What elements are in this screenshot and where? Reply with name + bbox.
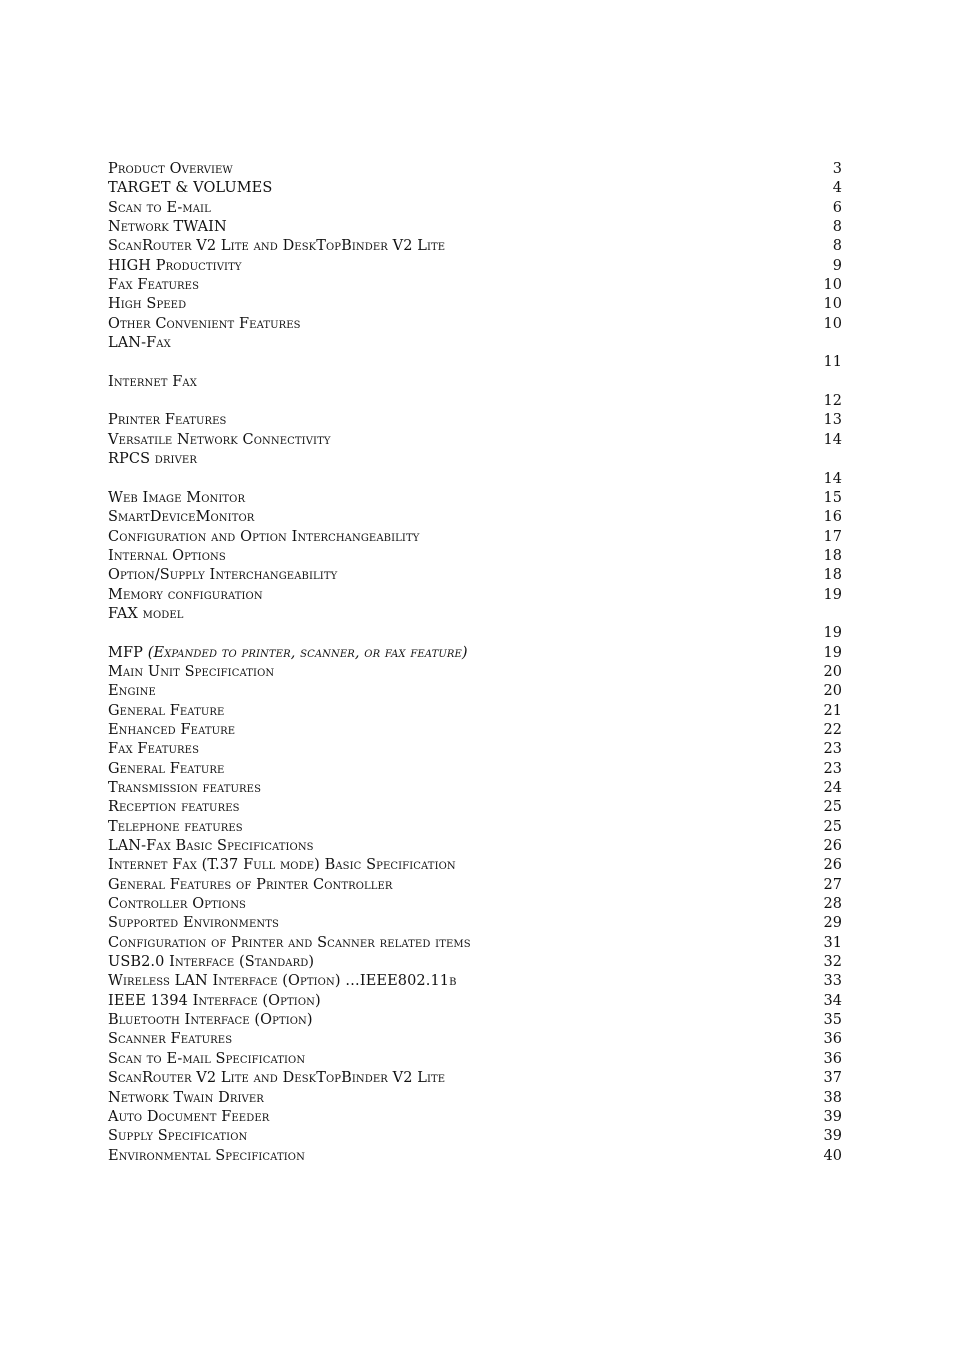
toc-entry-page-number: 39 — [823, 1128, 842, 1145]
toc-entry-title: MFP (Expanded to printer, scanner, or fax feature) — [108, 644, 468, 661]
toc-entry-title: Telephone features — [108, 818, 243, 835]
toc-entry-page-number: 22 — [823, 721, 842, 738]
toc-entry-page-number: 19 — [823, 644, 842, 661]
toc-entry[interactable] — [108, 547, 842, 566]
toc-entry[interactable] — [108, 702, 842, 721]
toc-entry-page-line — [108, 392, 842, 411]
toc-entry[interactable] — [108, 721, 842, 740]
toc-entry[interactable] — [108, 837, 842, 856]
toc-entry-page-number: 35 — [823, 1012, 842, 1029]
toc-entry[interactable] — [108, 779, 842, 798]
toc-entry[interactable] — [108, 218, 842, 237]
toc-entry-title: Option/Supply Interchangeability — [108, 567, 338, 584]
toc-entry-page-number: 13 — [823, 412, 842, 429]
toc-entry[interactable] — [108, 257, 842, 276]
toc-entry-title: Enhanced Feature — [108, 721, 236, 738]
toc-entry[interactable] — [108, 334, 842, 353]
toc-entry-page-number: 11 — [823, 354, 842, 371]
toc-entry[interactable] — [108, 876, 842, 895]
toc-entry-title: HIGH Productivity — [108, 257, 242, 274]
toc-entry[interactable] — [108, 528, 842, 547]
toc-entry[interactable] — [108, 1147, 842, 1166]
toc-entry-page-number: 20 — [823, 683, 842, 700]
toc-entry-page-number: 29 — [823, 915, 842, 932]
toc-entry-page-line — [108, 624, 842, 643]
toc-entry-title: Product Overview — [108, 161, 233, 177]
toc-entry-page-number: 18 — [823, 567, 842, 584]
toc-entry-page-number: 31 — [823, 934, 842, 951]
toc-entry[interactable] — [108, 1011, 842, 1030]
toc-entry[interactable] — [108, 856, 842, 875]
toc-entry-title: Wireless LAN Interface (Option) …IEEE802.11b — [108, 973, 457, 990]
toc-entry-title: Reception features — [108, 799, 240, 816]
toc-entry[interactable] — [108, 895, 842, 914]
toc-entry-page-number: 37 — [823, 1070, 842, 1087]
toc-entry[interactable] — [108, 295, 842, 314]
toc-entry-page-number: 10 — [823, 296, 842, 313]
toc-entry[interactable] — [108, 1089, 842, 1108]
toc-entry-page-number: 6 — [832, 199, 842, 216]
toc-entry-title: Supported Environments — [108, 915, 279, 932]
toc-entry-title: General Feature — [108, 760, 225, 777]
toc-entry-page-number: 36 — [823, 1050, 842, 1067]
toc-entry[interactable] — [108, 605, 842, 624]
toc-entry-page-number: 14 — [823, 431, 842, 448]
toc-entry-page-number: 20 — [823, 663, 842, 680]
toc-entry-title: Auto Document Feeder — [108, 1108, 270, 1125]
toc-entry[interactable] — [108, 740, 842, 759]
toc-entry-page-number: 3 — [832, 161, 842, 177]
toc-entry[interactable] — [108, 1108, 842, 1127]
toc-entry-title: Scan to E-mail — [108, 199, 211, 216]
toc-entry[interactable] — [108, 798, 842, 817]
toc-entry-page-number: 14 — [823, 470, 842, 487]
toc-entry[interactable] — [108, 953, 842, 972]
toc-entry-title: Main Unit Specification — [108, 663, 275, 680]
toc-entry-title: Web Image Monitor — [108, 489, 246, 506]
toc-entry-page-number: 16 — [823, 509, 842, 526]
toc-entry-title: ScanRouter V2 Lite and DeskTopBinder V2 Lite — [108, 1070, 446, 1087]
toc-entry-page-number: 24 — [823, 780, 842, 796]
toc-entry-title: Supply Specification — [108, 1128, 248, 1145]
toc-entry-page-number: 18 — [823, 547, 842, 564]
toc-entry-title: Configuration and Option Interchangeability — [108, 528, 420, 545]
toc-entry-title: Controller Options — [108, 896, 246, 913]
toc-entry-page-number: 39 — [823, 1108, 842, 1125]
toc-entry-page-number: 38 — [823, 1089, 842, 1106]
toc-entry[interactable] — [108, 760, 842, 779]
toc-entry-page-number: 25 — [823, 799, 842, 816]
toc-entry-title: Internal Options — [108, 547, 226, 564]
toc-entry-page-number: 32 — [823, 954, 842, 971]
toc-entry-page-number: 12 — [823, 393, 842, 410]
toc-entry-title: High Speed — [108, 296, 187, 313]
toc-entry[interactable] — [108, 160, 842, 179]
toc-entry[interactable] — [108, 1030, 842, 1049]
toc-entry[interactable] — [108, 682, 842, 701]
toc-entry[interactable] — [108, 663, 842, 682]
toc-entry-title: Scan to E-mail Specification — [108, 1050, 306, 1067]
toc-entry[interactable] — [108, 586, 842, 605]
toc-entry-page-number: 8 — [832, 219, 842, 236]
toc-entry-page-number: 23 — [823, 760, 842, 777]
toc-entry[interactable] — [108, 276, 842, 295]
toc-entry[interactable] — [108, 1050, 842, 1069]
toc-entry-title: Bluetooth Interface (Option) — [108, 1012, 313, 1029]
toc-entry-page-number: 17 — [823, 528, 842, 545]
toc-entry-page-number: 36 — [823, 1031, 842, 1048]
toc-entry-page-number: 4 — [832, 180, 842, 197]
toc-entry-title: Fax Features — [108, 277, 200, 294]
toc-entry-title: LAN-Fax — [108, 335, 171, 352]
toc-entry-title: TARGET & VOLUMES — [108, 180, 273, 197]
toc-entry-title: ScanRouter V2 Lite and DeskTopBinder V2 Lite — [108, 238, 446, 255]
toc-entry-title: Memory configuration — [108, 586, 263, 603]
toc-entry-page-number: 34 — [823, 992, 842, 1009]
toc-entry-page-number: 15 — [823, 489, 842, 506]
toc-entry[interactable] — [108, 992, 842, 1011]
toc-entry[interactable] — [108, 450, 842, 469]
toc-entry-page-number: 21 — [823, 702, 842, 719]
toc-entry-title: FAX model — [108, 605, 184, 622]
toc-entry-page-number: 27 — [823, 876, 842, 893]
toc-entry-page-number: 23 — [823, 741, 842, 758]
toc-entry-title: Fax Features — [108, 741, 200, 758]
table-of-contents — [108, 160, 842, 1166]
toc-entry-title: IEEE 1394 Interface (Option) — [108, 992, 321, 1009]
toc-entry-page-number: 33 — [823, 973, 842, 990]
toc-entry-title: Environmental Specification — [108, 1147, 305, 1164]
toc-entry[interactable] — [108, 179, 842, 198]
toc-entry-title: Versatile Network Connectivity — [108, 431, 331, 448]
toc-entry-title: LAN-Fax Basic Specifications — [108, 838, 314, 855]
toc-entry-title: RPCS driver — [108, 451, 197, 468]
toc-entry[interactable] — [108, 489, 842, 508]
toc-entry-page-number: 26 — [823, 857, 842, 874]
toc-entry[interactable] — [108, 315, 842, 334]
toc-entry-page-line — [108, 470, 842, 489]
toc-entry-page-number: 25 — [823, 818, 842, 835]
toc-entry[interactable] — [108, 972, 842, 991]
toc-entry-title: Other Convenient Features — [108, 315, 301, 332]
toc-entry[interactable] — [108, 237, 842, 256]
toc-entry-title: Network TWAIN — [108, 219, 227, 236]
toc-entry[interactable] — [108, 431, 842, 450]
toc-entry-title: General Feature — [108, 702, 225, 719]
toc-entry-title: Internet Fax (T.37 Full mode) Basic Specification — [108, 857, 456, 874]
toc-entry[interactable] — [108, 199, 842, 218]
toc-entry-title: Configuration of Printer and Scanner related items — [108, 934, 471, 951]
toc-entry[interactable] — [108, 508, 842, 527]
toc-entry-page-number: 28 — [823, 896, 842, 913]
toc-entry[interactable] — [108, 1069, 842, 1088]
toc-entry[interactable] — [108, 411, 842, 430]
toc-entry[interactable] — [108, 566, 842, 585]
toc-entry-page-number: 19 — [823, 625, 842, 642]
toc-entry-title: Scanner Features — [108, 1031, 233, 1048]
toc-entry[interactable] — [108, 914, 842, 933]
toc-entry-title: SmartDeviceMonitor — [108, 509, 255, 526]
toc-entry-page-number: 19 — [823, 586, 842, 603]
toc-entry[interactable] — [108, 1127, 842, 1146]
toc-entry-title: Printer Features — [108, 412, 227, 429]
toc-entry-page-number: 26 — [823, 838, 842, 855]
toc-entry-page-number: 9 — [832, 257, 842, 274]
toc-entry-title: USB2.0 Interface (Standard) — [108, 954, 315, 971]
toc-entry[interactable] — [108, 373, 842, 392]
toc-entry-page-number: 40 — [823, 1147, 842, 1164]
toc-entry-title: Transmission features — [108, 780, 262, 796]
toc-entry-title: General Features of Printer Controller — [108, 876, 393, 893]
toc-entry[interactable] — [108, 934, 842, 953]
toc-entry-page-number: 8 — [832, 238, 842, 255]
toc-entry-page-line — [108, 353, 842, 372]
toc-entry-title: Engine — [108, 683, 156, 700]
toc-entry-title: Network Twain Driver — [108, 1089, 264, 1106]
toc-entry[interactable] — [108, 818, 842, 837]
toc-entry-page-number: 10 — [823, 277, 842, 294]
toc-entry-title: Internet Fax — [108, 373, 197, 390]
toc-entry-page-number: 10 — [823, 315, 842, 332]
toc-entry[interactable] — [108, 644, 842, 663]
